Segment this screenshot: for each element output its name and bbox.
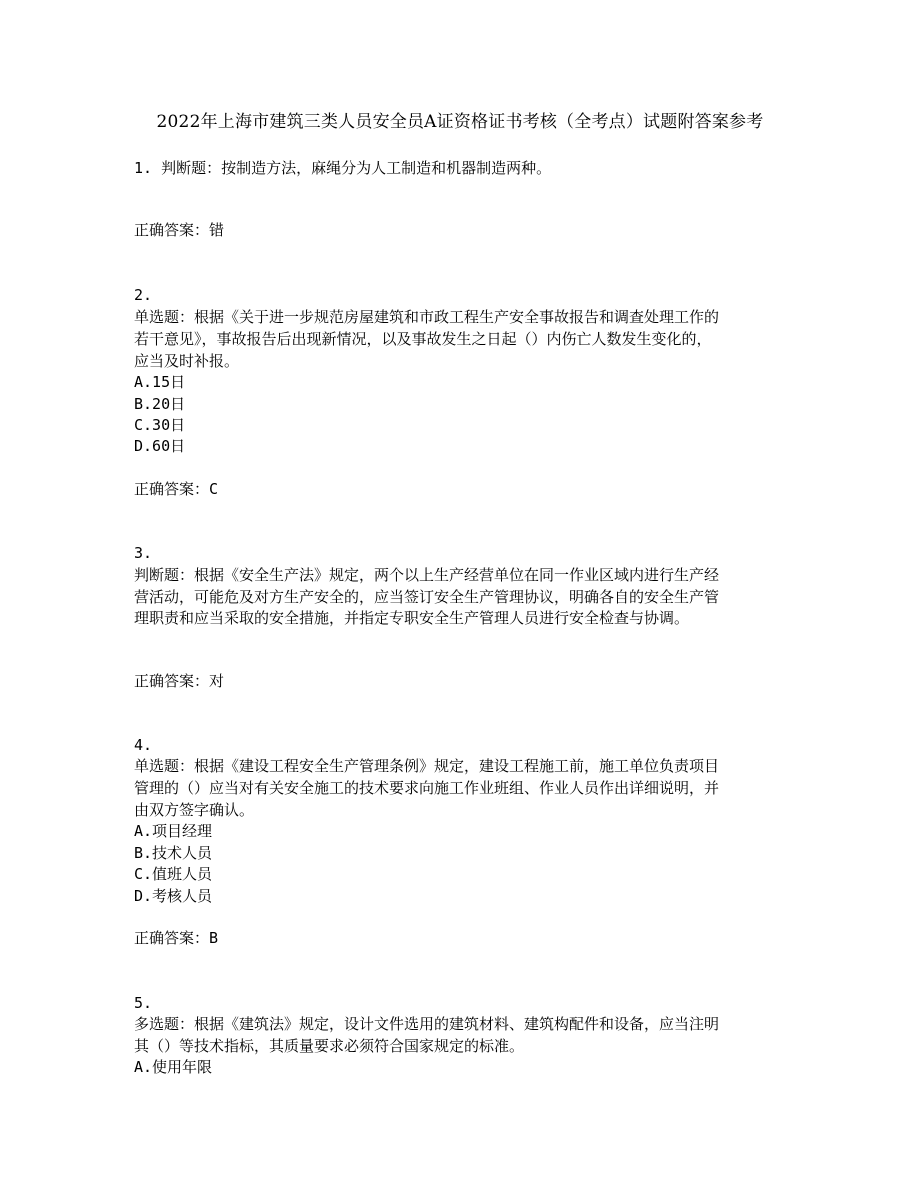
question-2-option-a: A.15日 — [134, 373, 186, 391]
question-1-text: 1. 判断题：按制造方法，麻绳分为人工制造和机器制造两种。 — [134, 159, 552, 177]
question-4-option-c: C.值班人员 — [134, 865, 213, 883]
question-4-option-a: A.项目经理 — [134, 822, 213, 840]
question-3-answer: 正确答案：对 — [134, 672, 225, 690]
question-3-number: 3. — [134, 544, 153, 562]
question-5-text-line-1: 多选题：根据《建筑法》规定，设计文件选用的建筑材料、建筑构配件和设备，应当注明 — [134, 1015, 720, 1033]
question-2-number: 2. — [134, 286, 153, 304]
question-2-text-line-2: 若干意见》，事故报告后出现新情况，以及事故发生之日起（）内伤亡人数发生变化的， — [134, 330, 712, 348]
question-2-option-b: B.20日 — [134, 395, 186, 413]
question-4-answer: 正确答案：B — [134, 929, 219, 947]
question-2-option-d: D.60日 — [134, 437, 186, 455]
question-2-answer: 正确答案：C — [134, 480, 219, 498]
question-4-option-d: D.考核人员 — [134, 887, 213, 905]
question-4-option-b: B.技术人员 — [134, 844, 213, 862]
question-4-text-line-1: 单选题：根据《建设工程安全生产管理条例》规定，建设工程施工前，施工单位负责项目 — [134, 757, 720, 775]
question-3-text-line-2: 营活动，可能危及对方生产安全的，应当签订安全生产管理协议，明确各自的安全生产管 — [134, 588, 720, 606]
question-2-text-line-3: 应当及时补报。 — [134, 352, 240, 370]
page-title: 2022年上海市建筑三类人员安全员A证资格证书考核（全考点）试题附答案参考 — [156, 112, 764, 132]
question-1-answer: 正确答案：错 — [134, 221, 225, 239]
question-2-text-line-1: 单选题：根据《关于进一步规范房屋建筑和市政工程生产安全事故报告和调查处理工作的 — [134, 308, 720, 326]
question-5-text-line-2: 其（）等技术指标，其质量要求必须符合国家规定的标准。 — [134, 1037, 525, 1055]
question-4-text-line-2: 管理的（）应当对有关安全施工的技术要求向施工作业班组、作业人员作出详细说明，并 — [134, 779, 720, 797]
question-4-number: 4. — [134, 736, 153, 754]
question-5-option-a: A.使用年限 — [134, 1058, 213, 1076]
question-5-number: 5. — [134, 994, 153, 1012]
question-2-option-c: C.30日 — [134, 416, 186, 434]
question-3-text-line-3: 理职责和应当采取的安全措施，并指定专职安全生产管理人员进行安全检查与协调。 — [134, 609, 690, 627]
question-3-text-line-1: 判断题：根据《安全生产法》规定，两个以上生产经营单位在同一作业区域内进行生产经 — [134, 566, 720, 584]
question-4-text-line-3: 由双方签字确认。 — [134, 801, 255, 819]
